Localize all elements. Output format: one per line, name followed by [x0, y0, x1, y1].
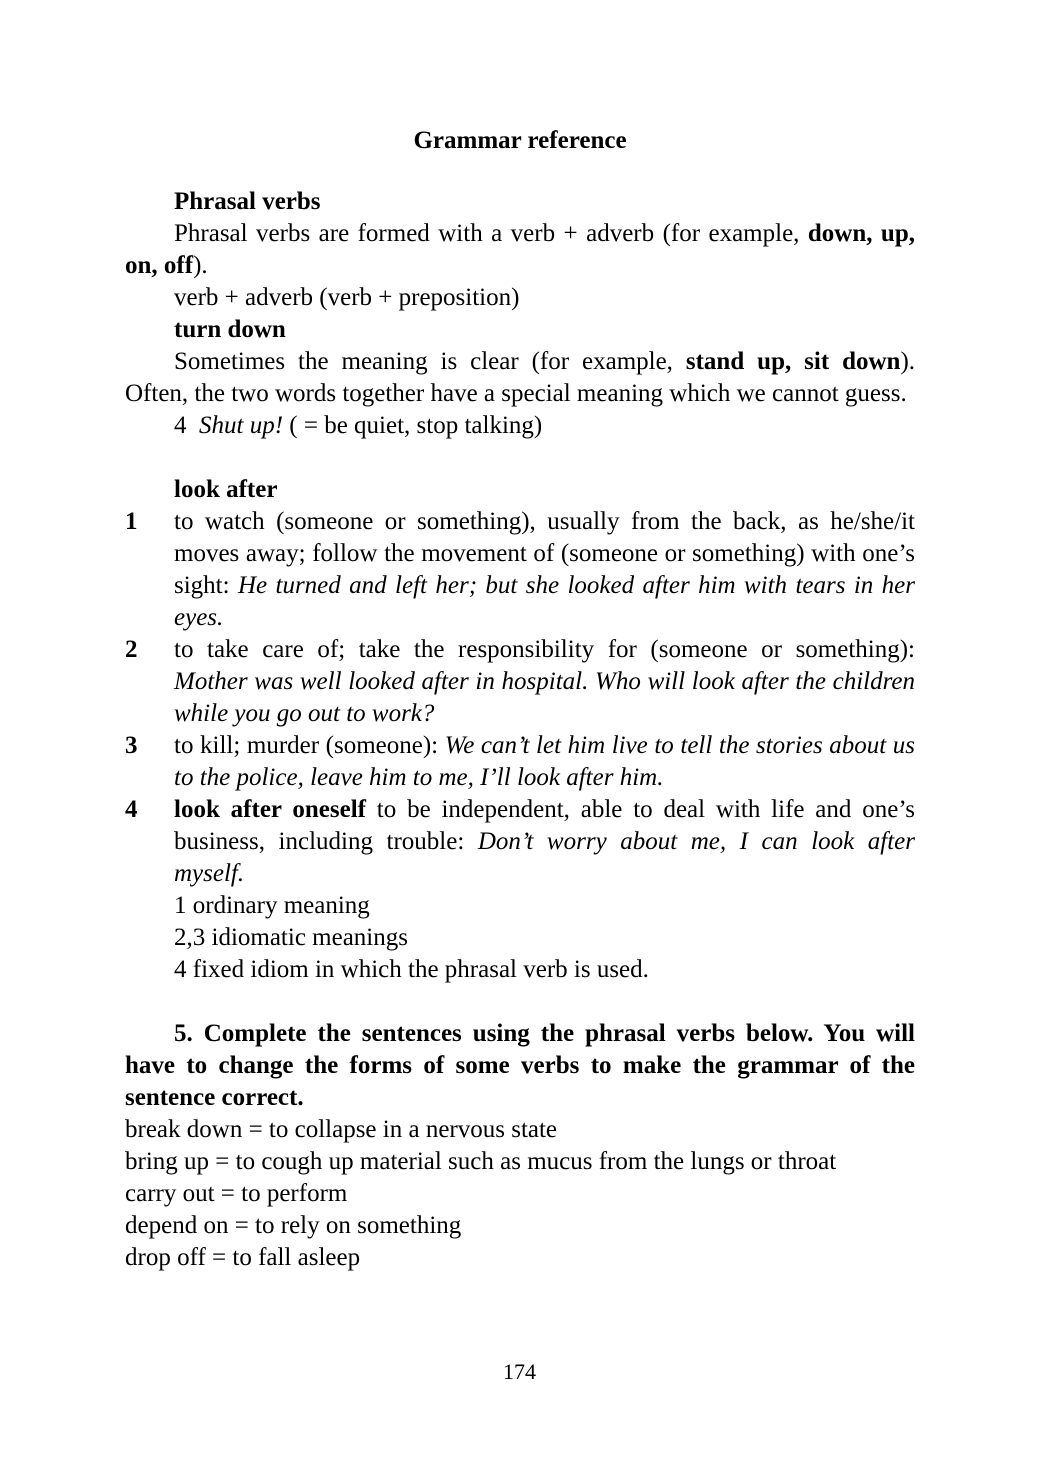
- meaning-paragraph: Sometimes the meaning is clear (for example, stand up, sit down). Often, the two words together have a special meaning which we cannot guess.: [125, 348, 916, 407]
- pattern-line: verb + adverb (verb + preposition): [174, 284, 520, 311]
- exercise-item: depend on = to rely on something: [125, 1212, 462, 1239]
- page-number: 174: [503, 1359, 536, 1384]
- exercise-item: break down = to collapse in a nervous state: [125, 1116, 558, 1143]
- phrasal-intro: Phrasal verbs are formed with a verb + adverb (for example, down, up, on, off).: [125, 220, 915, 279]
- section-heading-phrasal-verbs: Phrasal verbs: [174, 188, 321, 215]
- exercise-item: carry out = to perform: [125, 1180, 348, 1207]
- example-turn-down: turn down: [174, 316, 286, 343]
- note-line: 1 ordinary meaning: [174, 892, 370, 919]
- definition-number: 1: [125, 508, 138, 535]
- note-line: 2,3 idiomatic meanings: [174, 924, 408, 951]
- definition-number: 4: [125, 796, 138, 823]
- definition-3: [125, 730, 915, 794]
- exercise-item: drop off = to fall asleep: [125, 1244, 361, 1271]
- definition-text: to watch (someone or something), usually from the back, as he/she/it moves away; follow the movement of (someone or something) with one’s sight: He turned and left her; but she looked after him with tears in her eyes.: [174, 508, 916, 631]
- section-heading-look-after: look after: [174, 476, 278, 503]
- definition-1: [125, 506, 915, 634]
- page-title: Grammar reference: [413, 127, 627, 154]
- definition-4: [125, 794, 915, 890]
- definition-text: to take care of; take the responsibility for (someone or something): Mother was well looked after in hospital. Who will look after the children while you go out to work?: [174, 636, 915, 727]
- definition-text: to kill; murder (someone): We can’t let him live to tell the stories about us to the police, leave him to me, I’ll look after him.: [174, 732, 915, 791]
- definition-text: look after oneself to be independent, able to deal with life and one’s business, including trouble: Don’t worry about me, I can look after myself.: [174, 796, 915, 887]
- note-line: 4 fixed idiom in which the phrasal verb is used.: [174, 956, 649, 983]
- exercise-item: bring up = to cough up material such as mucus from the lungs or throat: [125, 1148, 837, 1175]
- definition-number: 2: [125, 636, 138, 663]
- page-content: [125, 122, 915, 1274]
- definition-number: 3: [125, 732, 138, 759]
- definition-2: [125, 634, 915, 730]
- exercise-instruction: 5. Complete the sentences using the phrasal verbs below. You will have to change the forms of some verbs to make the grammar of the sentence correct.: [125, 1020, 915, 1111]
- shut-up-example: 4 Shut up! ( = be quiet, stop talking): [174, 412, 543, 439]
